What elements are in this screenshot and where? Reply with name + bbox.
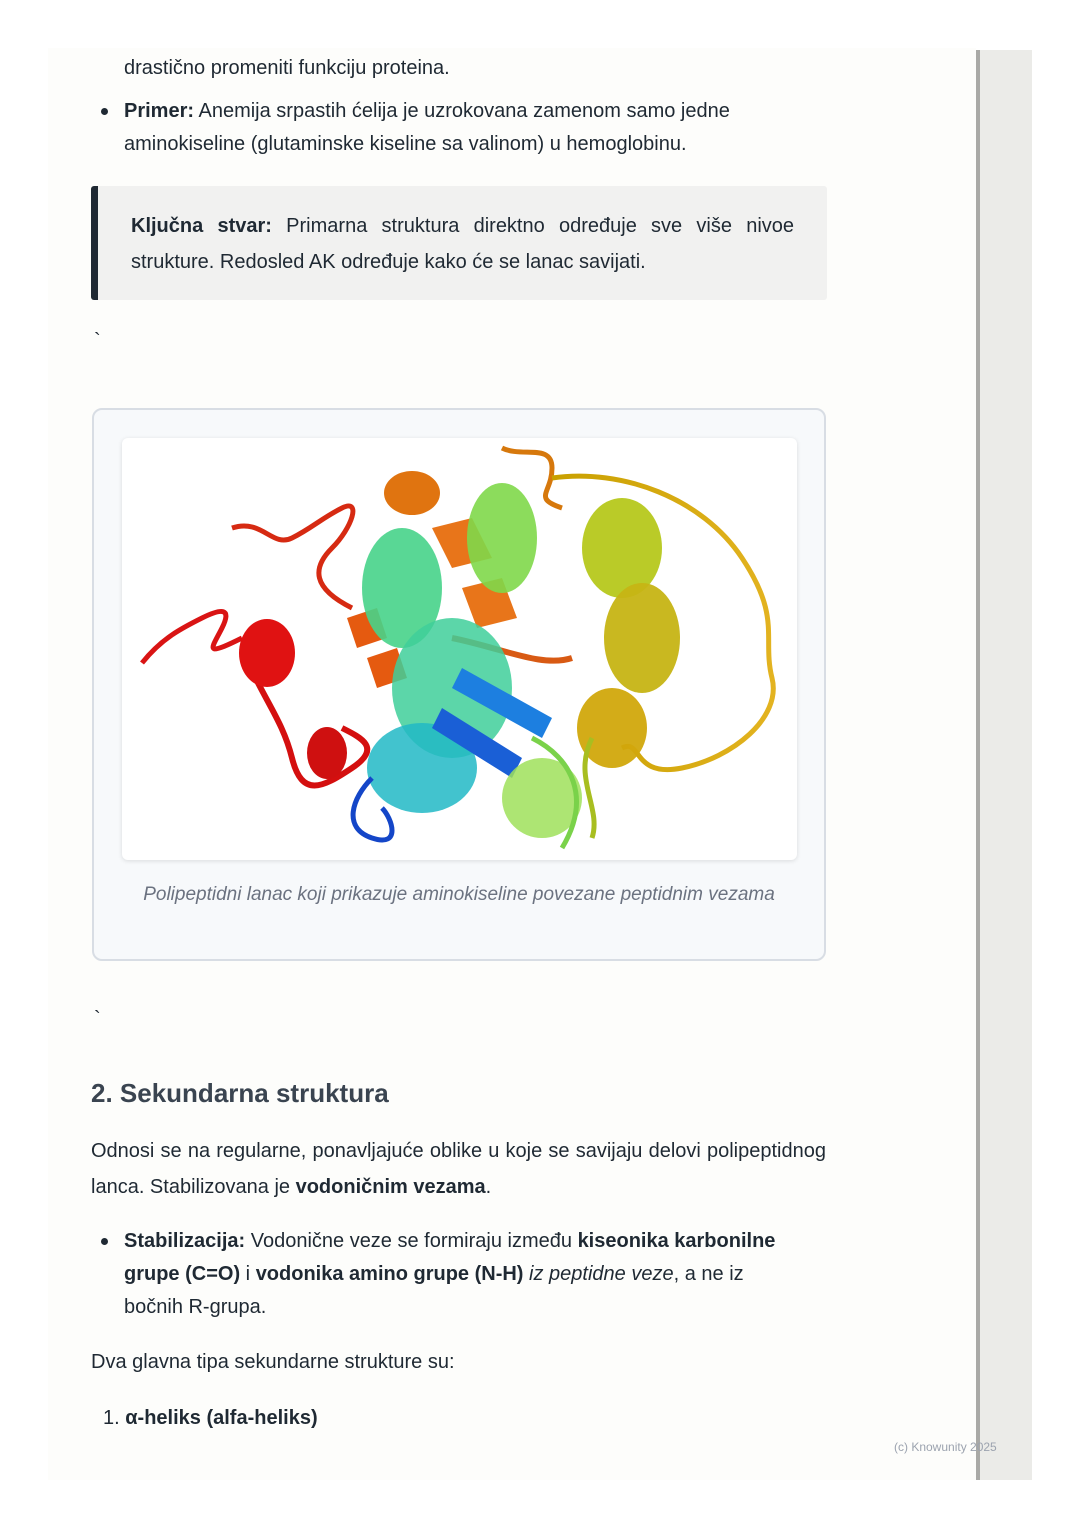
list-item-label: α-heliks (alfa-heliks)	[125, 1407, 318, 1429]
bullet-stab-bold: grupe (C=O)	[124, 1263, 241, 1285]
figure-caption: Polipeptidni lanac koji prikazuje aminokiseline povezane peptidnim vezama	[143, 884, 775, 905]
bullet-stab-bold: vodonika amino grupe (N-H)	[255, 1263, 524, 1285]
bullet-stab-line1	[124, 1225, 775, 1258]
bullet-stab-italic: iz peptidne veze	[523, 1263, 674, 1285]
para-text: Odnosi se na regularne, ponavljajuće oblike u koje se savijaju delovi polipeptidnog lanca. Stabilizovana je	[91, 1140, 826, 1198]
bullet-stab-text: , a ne iz	[673, 1263, 744, 1285]
list-number: 1.	[103, 1407, 120, 1429]
bullet-stab-label: Stabilizacija:	[124, 1230, 246, 1252]
callout-body: Primarna struktura direktno određuje sve više nivoe strukture. Redosled AK određuje kako će se lanac savijati.	[131, 215, 795, 273]
bullet-stab-text: i	[240, 1263, 256, 1285]
bullet-marker	[101, 1238, 108, 1245]
section-paragraph	[91, 1133, 826, 1205]
red-helix-2	[307, 727, 347, 779]
para-end: .	[485, 1176, 492, 1198]
protein-ribbon-illustration	[122, 438, 797, 860]
stray-backtick: `	[94, 330, 101, 352]
types-intro: Dva glavna tipa sekundarne strukture su:	[91, 1351, 455, 1373]
para-bold: vodoničnim vezama	[295, 1176, 486, 1198]
callout-label: Ključna stvar:	[131, 215, 272, 237]
callout-text	[131, 208, 794, 280]
red-helix-1	[239, 619, 295, 687]
bullet-marker	[101, 108, 108, 115]
lime-helix	[467, 483, 537, 593]
numbered-item-1	[103, 1402, 318, 1435]
protein-structure-image	[122, 438, 797, 860]
continuation-text: drastično promeniti funkciju proteina.	[124, 57, 450, 79]
bullet-primer-text: Anemija srpastih ćelija je uzrokovana zamenom samo jedne	[194, 100, 730, 122]
bullet-primer-line2: aminokiseline (glutaminske kiseline sa valinom) u hemoglobinu.	[124, 133, 687, 155]
bullet-stab-line3: bočnih R-grupa.	[124, 1296, 267, 1318]
copyright-footer: (c) Knowunity 2025	[894, 1440, 997, 1454]
bullet-stab-bold: kiseonika karbonilne	[577, 1230, 776, 1252]
yellow-helix-1	[604, 583, 680, 693]
section-heading: 2. Sekundarna struktura	[91, 1078, 389, 1108]
bullet-stab-line2	[124, 1258, 744, 1291]
scrollbar-track[interactable]	[976, 50, 1032, 1480]
yellow-green-helix	[582, 498, 662, 598]
bullet-stab-text: Vodonične veze se formiraju između	[245, 1230, 578, 1252]
stray-backtick-2: `	[94, 1008, 101, 1030]
bullet-primer-line1	[124, 95, 730, 128]
orange-helix-2	[384, 471, 440, 515]
red-coil	[142, 611, 242, 663]
bullet-primer-label: Primer:	[124, 100, 195, 122]
red-orange-coil	[232, 506, 353, 608]
